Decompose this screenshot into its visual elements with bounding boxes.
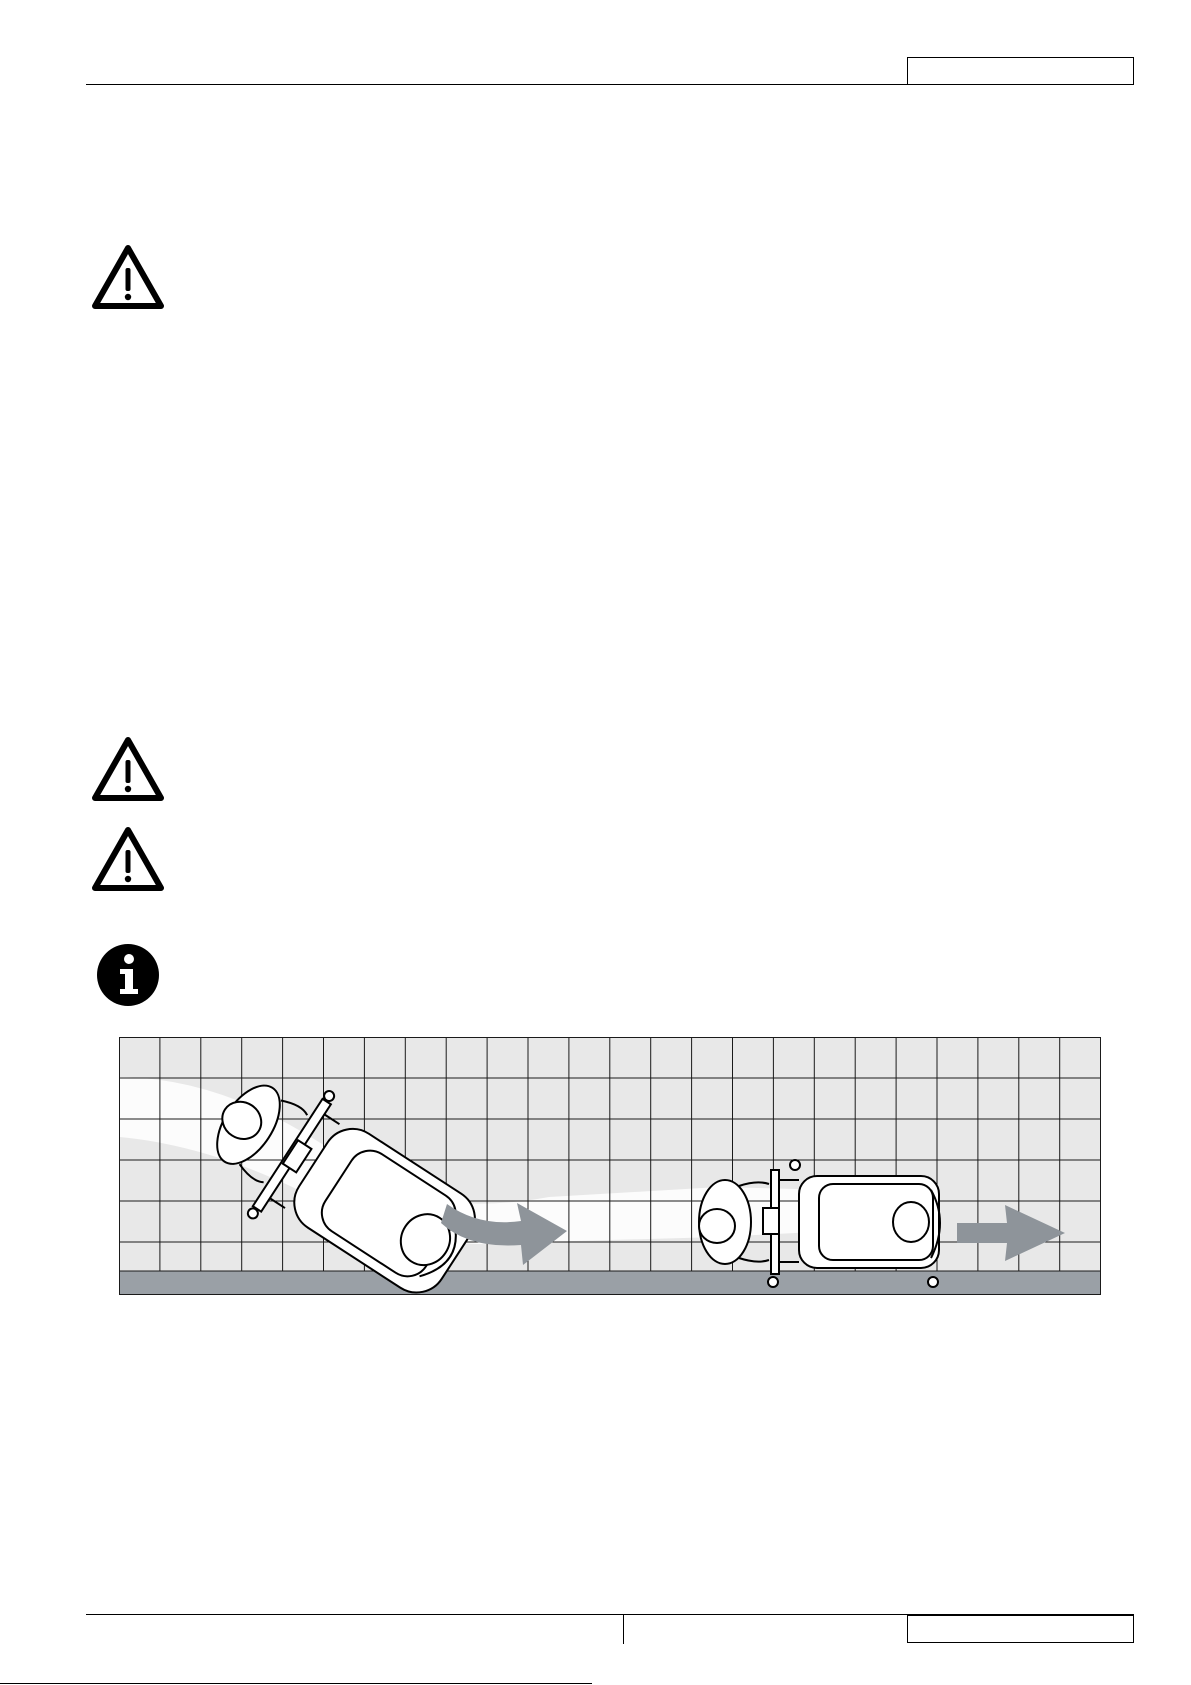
- header-box: [907, 57, 1134, 85]
- info-icon: [96, 943, 160, 1007]
- floor-cleaning-illustration: [119, 1037, 1101, 1295]
- warning-icon: [92, 736, 164, 802]
- footer-bottom-rule: [0, 1683, 592, 1684]
- floor-grid-drawing: [119, 1037, 1101, 1295]
- warning-icon: [92, 826, 164, 892]
- footer-box: [907, 1615, 1134, 1643]
- footer-divider: [623, 1614, 624, 1644]
- wall: [119, 1271, 1101, 1295]
- warning-icon: [92, 244, 164, 310]
